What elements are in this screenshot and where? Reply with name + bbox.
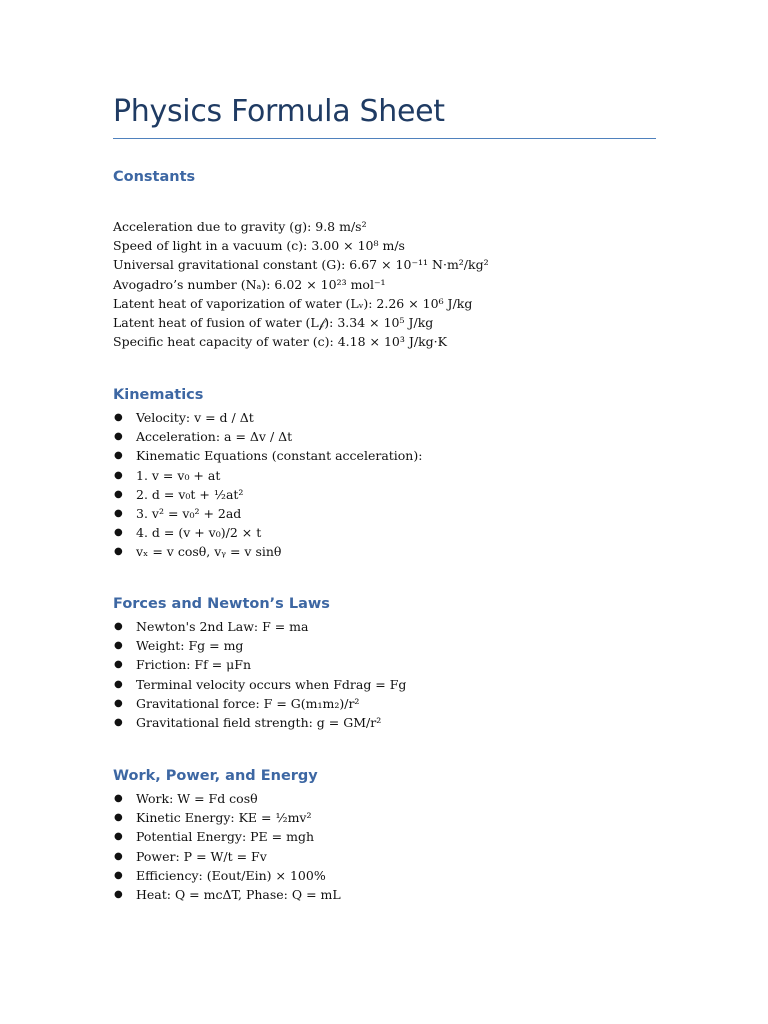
formula-text: 3. v² = v₀² + 2ad bbox=[136, 505, 242, 521]
list-item bbox=[113, 636, 406, 655]
bullet-icon: ● bbox=[114, 488, 123, 500]
bullet-icon: ● bbox=[114, 640, 123, 652]
bullet-icon: ● bbox=[114, 812, 123, 824]
energy-list bbox=[113, 789, 341, 904]
list-item bbox=[113, 655, 406, 674]
bullet-icon: ● bbox=[114, 527, 123, 539]
formula-text: Velocity: v = d / Δt bbox=[136, 410, 254, 425]
constant-item: Speed of light in a vacuum (c): 3.00 × 10⁸ m/s bbox=[113, 238, 405, 254]
list-item bbox=[113, 542, 422, 561]
list-item bbox=[113, 885, 341, 904]
formula-text: Efficiency: (Eout/Ein) × 100% bbox=[136, 867, 326, 883]
list-item bbox=[113, 713, 406, 732]
formula-text: Terminal velocity occurs when Fdrag = Fg bbox=[136, 676, 407, 692]
formula-text: Newton's 2nd Law: F = ma bbox=[136, 619, 309, 634]
list-item bbox=[113, 617, 406, 636]
bullet-icon: ● bbox=[114, 888, 123, 900]
section-heading-forces: Forces and Newton’s Laws bbox=[113, 596, 330, 612]
bullet-icon: ● bbox=[114, 621, 123, 632]
bullet-icon: ● bbox=[114, 450, 123, 462]
formula-text: 2. d = v₀t + ½at² bbox=[136, 486, 244, 502]
list-item bbox=[113, 847, 341, 866]
formula-text: Gravitational field strength: g = GM/r² bbox=[136, 714, 382, 730]
list-item bbox=[113, 808, 341, 827]
formula-text: Power: P = W/t = Fv bbox=[136, 848, 267, 864]
list-item bbox=[113, 694, 406, 713]
bullet-icon: ● bbox=[114, 431, 123, 443]
list-item bbox=[113, 408, 422, 427]
formula-text: Acceleration: a = Δv / Δt bbox=[136, 429, 293, 445]
list-item bbox=[113, 866, 341, 885]
bullet-icon: ● bbox=[114, 507, 123, 519]
formula-text: Kinetic Energy: KE = ½mv² bbox=[136, 810, 312, 826]
list-item bbox=[113, 827, 341, 846]
bullet-icon: ● bbox=[114, 831, 123, 843]
constant-item: Latent heat of vaporization of water (Lᵥ): 2.26 × 10⁶ J/kg bbox=[113, 295, 473, 311]
forces-list bbox=[113, 617, 406, 732]
constant-item: Latent heat of fusion of water (L𝒻): 3.34 × 10⁵ J/kg bbox=[113, 314, 434, 330]
bullet-icon: ● bbox=[114, 793, 123, 804]
bullet-icon: ● bbox=[114, 869, 123, 881]
section-heading-constants: Constants bbox=[113, 169, 196, 185]
formula-text: Weight: Fg = mg bbox=[136, 638, 244, 654]
list-item bbox=[113, 675, 406, 694]
bullet-icon: ● bbox=[114, 546, 123, 558]
list-item bbox=[113, 789, 341, 808]
constant-item: Universal gravitational constant (G): 6.67 × 10⁻¹¹ N·m²/kg² bbox=[113, 257, 489, 273]
bullet-icon: ● bbox=[114, 412, 123, 423]
kinematics-list bbox=[113, 408, 422, 562]
formula-text: vₓ = v cosθ, vᵧ = v sinθ bbox=[136, 544, 282, 560]
constant-item: Acceleration due to gravity (g): 9.8 m/s² bbox=[113, 219, 367, 234]
bullet-icon: ● bbox=[114, 850, 123, 862]
formula-text: Work: W = Fd cosθ bbox=[136, 791, 258, 806]
bullet-icon: ● bbox=[114, 678, 123, 690]
bullet-icon: ● bbox=[114, 697, 123, 709]
formula-text: Gravitational force: F = G(m₁m₂)/r² bbox=[136, 695, 360, 711]
formula-text: Heat: Q = mcΔT, Phase: Q = mL bbox=[136, 886, 341, 902]
list-item bbox=[113, 504, 422, 523]
list-item bbox=[113, 446, 422, 465]
list-item bbox=[113, 427, 422, 446]
formula-text: Friction: Ff = μFn bbox=[136, 657, 251, 673]
page-title: Physics Formula Sheet bbox=[113, 94, 445, 129]
constant-item: Avogadro’s number (Nₐ): 6.02 × 10²³ mol⁻¹ bbox=[113, 276, 386, 292]
list-item bbox=[113, 466, 422, 485]
constant-item: Specific heat capacity of water (c): 4.18 × 10³ J/kg·K bbox=[113, 334, 447, 350]
bullet-icon: ● bbox=[114, 659, 123, 671]
bullet-icon: ● bbox=[114, 716, 123, 728]
list-item bbox=[113, 523, 422, 542]
constants-list bbox=[113, 217, 489, 351]
formula-text: Kinematic Equations (constant acceleration): bbox=[136, 448, 423, 464]
section-heading-kinematics: Kinematics bbox=[113, 387, 204, 403]
section-heading-energy: Work, Power, and Energy bbox=[113, 768, 318, 784]
formula-text: 4. d = (v + v₀)/2 × t bbox=[136, 525, 262, 541]
formula-text: Potential Energy: PE = mgh bbox=[136, 829, 315, 845]
formula-text: 1. v = v₀ + at bbox=[136, 467, 221, 483]
list-item bbox=[113, 485, 422, 504]
bullet-icon: ● bbox=[114, 469, 123, 481]
title-underline bbox=[113, 138, 656, 139]
